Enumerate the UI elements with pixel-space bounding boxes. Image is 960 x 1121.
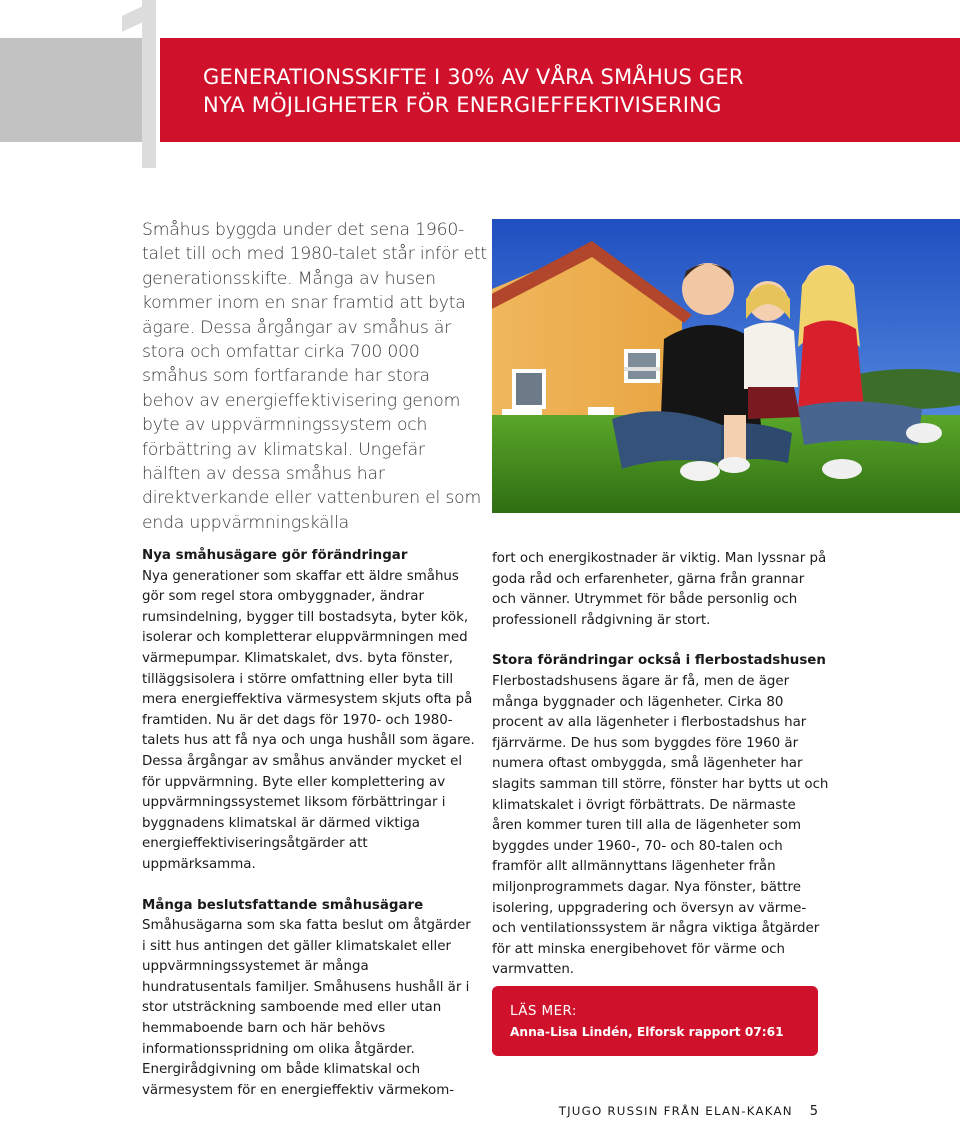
footer-title: TJUGO RUSSIN FRÅN ELAN-KAKAN (558, 1104, 793, 1118)
read-more-reference: Anna-Lisa Lindén, Elforsk rapport 07:61 (510, 1025, 784, 1039)
chapter-number-one (118, 0, 158, 170)
family-photo (492, 219, 960, 513)
heading-stora-forandringar: Stora förändringar också i flerbostadshusen (492, 653, 826, 669)
right-column (492, 549, 830, 981)
left-paragraph-1: Nya generationer som skaffar ett äldre småhus gör som regel stora ombyggnader, ändrar rumsindelning, bygger till bostadsyta, byter kök, isolerar och kompletterar eluppvärmningen med värmepumpar. Klimatskalet, dvs. byta fönster, tilläggsisolera i större omfattning eller byta till mera energieffektiva värmesystem skjuts ofta på framtiden. Nu är det dags för 1970- och 1980-talets hus att få nya och unga hushåll som ägare. Dessa årgångar av småhus använder mycket el för uppvärmning. Byte eller komplettering av uppvärmningssystemet liksom förbättringar i byggnadens klimatskal är därmed viktiga energieffektiviseringsåtgärder att uppmärksamma. (142, 568, 475, 872)
read-more-label: LÄS MER: (510, 1003, 577, 1019)
right-paragraph-2: Flerbostadshusens ägare är få, men de äger många byggnader och lägenheter. Cirka 80 procent av alla lägenheter i flerbostadshus har fjärrvärme. De hus som byggdes före 1960 är numera oftast ombyggda, små lägenheter har slagits samman till större, fönster har bytts ut och klimatskalet i övrigt förbättrats. De närmaste åren kommer turen till alla de lägenheter som byggdes under 1960-, 70- och 80-talen och framför allt allmännyttans lägenheter från miljonprogrammets dagar. Nya fönster, bättre isolering, uppgradering och översyn av värme- och ventilationssystem är några viktiga åtgärder för att minska energibehovet för värme och varmvatten. (492, 673, 829, 978)
left-paragraph-2: Småhusägarna som ska fatta beslut om åtgärder i sitt hus antingen det gäller klimatskalet eller uppvärmningssystemet är många hundratusentals familjer. Småhusens hushåll är i stor utsträckning samboende med eller utan hemmaboende barn och här behövs informationsspridning om olika åtgärder. Energirådgivning om både klimatskal och värmesystem för en energieffektiv värmekom- (142, 918, 471, 1098)
right-paragraph-1: fort och energikostnader är viktig. Man lyssnar på goda råd och erfarenheter, gärna från grannar och vänner. Utrymmet för både personlig och professionell rådgivning är stort. (492, 551, 827, 628)
headline-line-1: GENERATIONSSKIFTE I 30% AV VÅRA SMÅHUS GER (203, 65, 744, 89)
read-more-box (492, 986, 818, 1056)
page-footer (559, 1104, 818, 1119)
page-number: 5 (809, 1104, 818, 1119)
headline-line-2: NYA MÖJLIGHETER FÖR ENERGIEFFEKTIVISERING (203, 93, 722, 117)
intro-paragraph: Småhus byggda under det sena 1960-talet till och med 1980-talet står inför ett generationsskifte. Många av husen kommer inom en snar framtid att byta ägare. Dessa årgångar av småhus är stora och omfattar cirka 700 000 småhus som fortfarande har stora behov av energieffektivisering genom byte av uppvärmningssystem och förbättring av klimatskal. Ungefär hälften av dessa småhus har direktverkande eller vattenburen el som enda uppvärmningskälla (142, 220, 487, 533)
left-column (142, 546, 477, 1101)
heading-nya-smahusagare: Nya småhusägare gör förändringar (142, 548, 408, 563)
heading-manga-beslutsfattande: Många beslutsfattande småhusägare (142, 897, 424, 913)
page-headline (203, 63, 943, 119)
